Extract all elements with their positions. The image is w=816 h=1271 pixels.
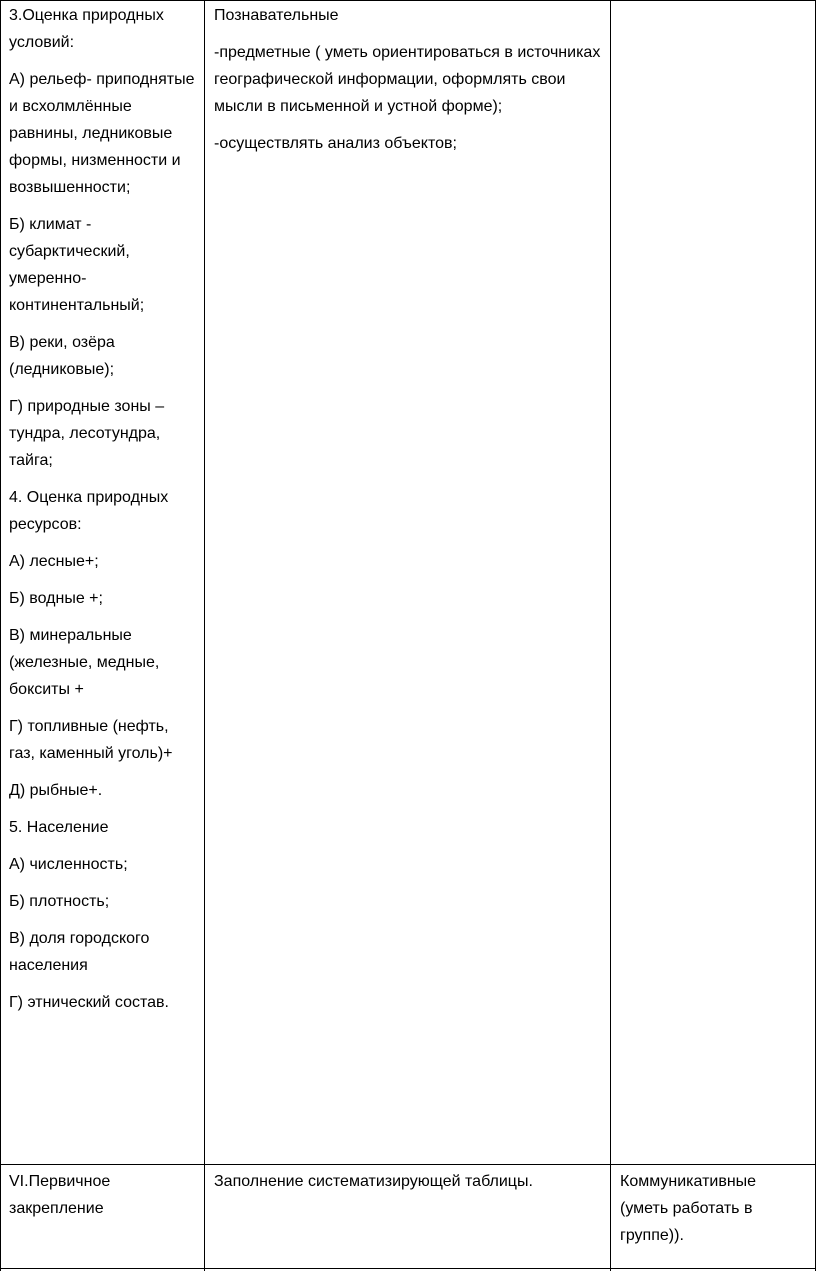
stage-title: VI.Первичное закрепление — [9, 1173, 111, 1217]
table-row-divider — [0, 1164, 816, 1165]
heading-natural-resources: 4. Оценка природных ресурсов: — [9, 489, 169, 533]
table-cell-r2c1 — [9, 1168, 169, 1222]
table-border-left — [0, 0, 1, 1271]
list-item-fuel: Г) топливные (нефть, газ, каменный уголь)+ — [9, 718, 173, 762]
table-border-bottom — [0, 1268, 816, 1269]
table-cell-r1c2 — [214, 2, 606, 157]
table-col-divider-2 — [610, 0, 611, 1271]
heading-natural-conditions: 3.Оценка природных условий: — [9, 7, 164, 51]
list-item-number: А) численность; — [9, 856, 128, 873]
table-col-divider-1 — [204, 0, 205, 1271]
list-item-forest: А) лесные+; — [9, 553, 99, 570]
list-item-natural-zones: Г) природные зоны – тундра, лесотундра, тайга; — [9, 398, 165, 469]
list-item-relief: А) рельеф- приподнятые и всхолмлённые равнины, ледниковые формы, низменности и возвышенности; — [9, 71, 195, 196]
list-item-ethnic: Г) этнический состав. — [9, 994, 169, 1011]
text-analysis: -осуществлять анализ объектов; — [214, 135, 457, 152]
list-item-fish: Д) рыбные+. — [9, 782, 103, 799]
list-item-water: Б) водные +; — [9, 590, 103, 607]
stage-skills: Коммуникативные (уметь работать в группе)). — [620, 1173, 757, 1244]
table-cell-r2c3 — [620, 1168, 800, 1249]
stage-activity: Заполнение систематизирующей таблицы. — [214, 1173, 533, 1190]
list-item-climate: Б) климат - субарктический, умеренно-континентальный; — [9, 216, 145, 314]
table-cell-r2c2 — [214, 1168, 606, 1195]
table-border-top — [0, 0, 816, 1]
heading-population: 5. Население — [9, 819, 109, 836]
heading-cognitive: Познавательные — [214, 7, 339, 24]
text-subject-skills: -предметные ( уметь ориентироваться в источниках географической информации, оформлять свои мысли в письменной и устной форме); — [214, 44, 601, 115]
list-item-mineral: В) минеральные (железные, медные, бокситы + — [9, 627, 160, 698]
list-item-density: Б) плотность; — [9, 893, 110, 910]
table-cell-r1c1 — [9, 2, 199, 1016]
list-item-urban-share: В) доля городского населения — [9, 930, 150, 974]
list-item-rivers: В) реки, озёра (ледниковые); — [9, 334, 115, 378]
